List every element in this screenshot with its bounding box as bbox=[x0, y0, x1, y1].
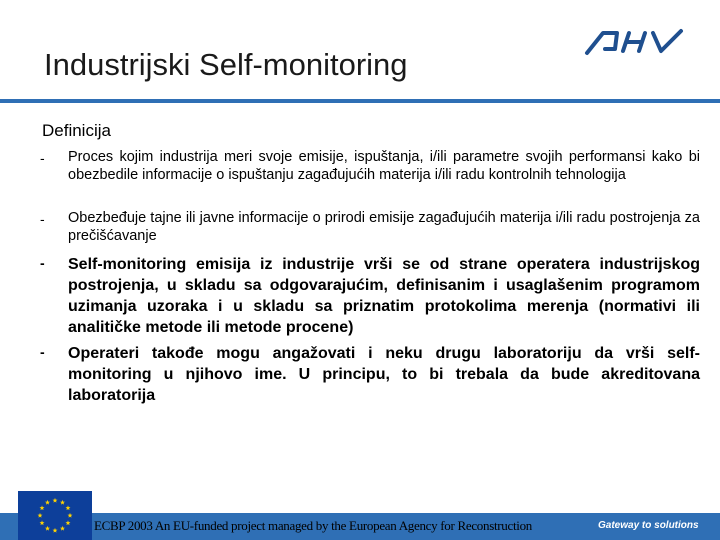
bullet-text-bold: Operateri takođe mogu angažovati i neku drugu laboratoriju da vrši self-monitoring u njihovo ime. U principu, to bi trebala da bude akreditovana laboratorija bbox=[68, 345, 700, 404]
slide-title: Industrijski Self-monitoring bbox=[44, 47, 408, 82]
slide-header bbox=[0, 0, 720, 103]
footer-project-text: ECBP 2003 An EU-funded project managed by the European Agency for Reconstruction bbox=[94, 518, 532, 533]
bullet-text: Proces kojim industrija meri svoje emisije, ispuštanja, i/ili parametre svojih performansi kako bi obezbedile informacije o ispuštanju zagađujućih materija i/ili radu kontrolnih tehnologija bbox=[68, 149, 700, 183]
bullet-text-bold: Self-monitoring emisija iz industrije vrši se od strane operatera industrijskog postrojenja, u skladu sa odgovarajućim, definisanim i usaglašenim programom uzimanja uzoraka i u skladu sa priznatim protokolima merenja (normativi ili analitičke metode ili metode procene) bbox=[68, 256, 700, 336]
bullet-marker: - bbox=[40, 344, 45, 360]
section-heading: Definicija bbox=[42, 121, 111, 140]
footer-tagline: Gateway to solutions bbox=[598, 520, 699, 531]
bullet-text: Obezbeđuje tajne ili javne informacije o prirodi emisije zagađujućih materija i/ili radu postrojenja za prečišćavanje bbox=[68, 210, 700, 244]
header-accent-bar bbox=[0, 99, 720, 103]
bullet-marker: - bbox=[40, 150, 45, 166]
bullet-marker: - bbox=[40, 211, 45, 227]
bullet-marker: - bbox=[40, 255, 45, 271]
ohv-logo bbox=[583, 27, 689, 57]
eu-flag-icon bbox=[18, 491, 92, 540]
